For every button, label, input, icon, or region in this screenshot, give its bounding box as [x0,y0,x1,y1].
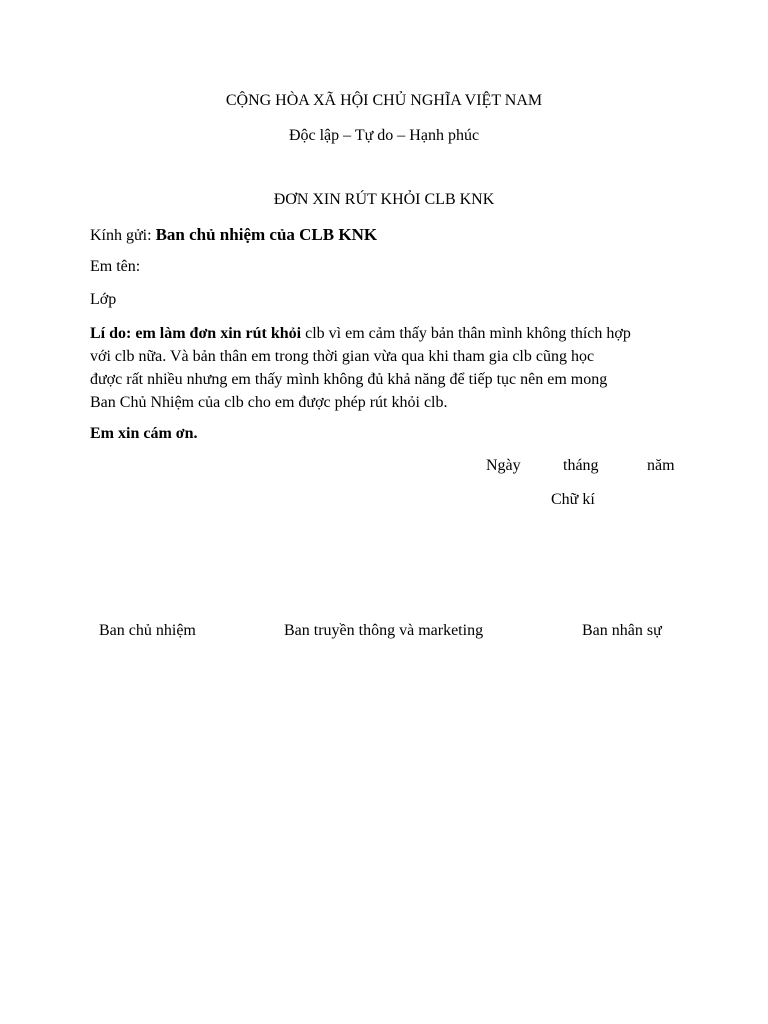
recipient-value: Ban chủ nhiệm của CLB KNK [155,225,378,244]
recipient-line [90,225,377,245]
signatory-media-marketing: Ban truyền thông và marketing [284,622,484,639]
reason-line-1: Lí do: em làm đơn xin rút khỏi clb vì em cảm thấy bản thân mình không thích hợp [90,325,631,342]
signatory-board: Ban chủ nhiệm [99,622,196,639]
recipient-label: Kính gửi: [90,227,156,244]
date-day-label: Ngày [486,457,521,474]
reason-label: Lí do: em làm đơn xin rút khỏi [90,325,302,342]
date-month-label: tháng [563,457,599,474]
closing-line: Em xin cám ơn. [90,425,198,442]
reason-paragraph [90,322,690,414]
name-label: Em tên: [90,258,141,275]
reason-line-4: Ban Chủ Nhiệm của clb cho em được phép rút khỏi clb. [90,394,448,411]
reason-line-2: với clb nữa. Và bản thân em trong thời gian vừa qua khi tham gia clb cũng học [90,348,595,365]
reason-line-3: được rất nhiều nhưng em thấy mình không đủ khả năng để tiếp tục nên em mong [90,371,608,388]
date-year-label: năm [647,457,675,474]
national-heading: CỘNG HÒA XÃ HỘI CHỦ NGHĨA VIỆT NAM [225,92,543,109]
class-label: Lớp [90,291,117,308]
document-title: ĐƠN XIN RÚT KHỎI CLB KNK [273,191,495,208]
signature-label: Chữ kí [551,491,595,508]
national-motto: Độc lập – Tự do – Hạnh phúc [288,127,480,144]
signatory-hr: Ban nhân sự [582,622,662,639]
